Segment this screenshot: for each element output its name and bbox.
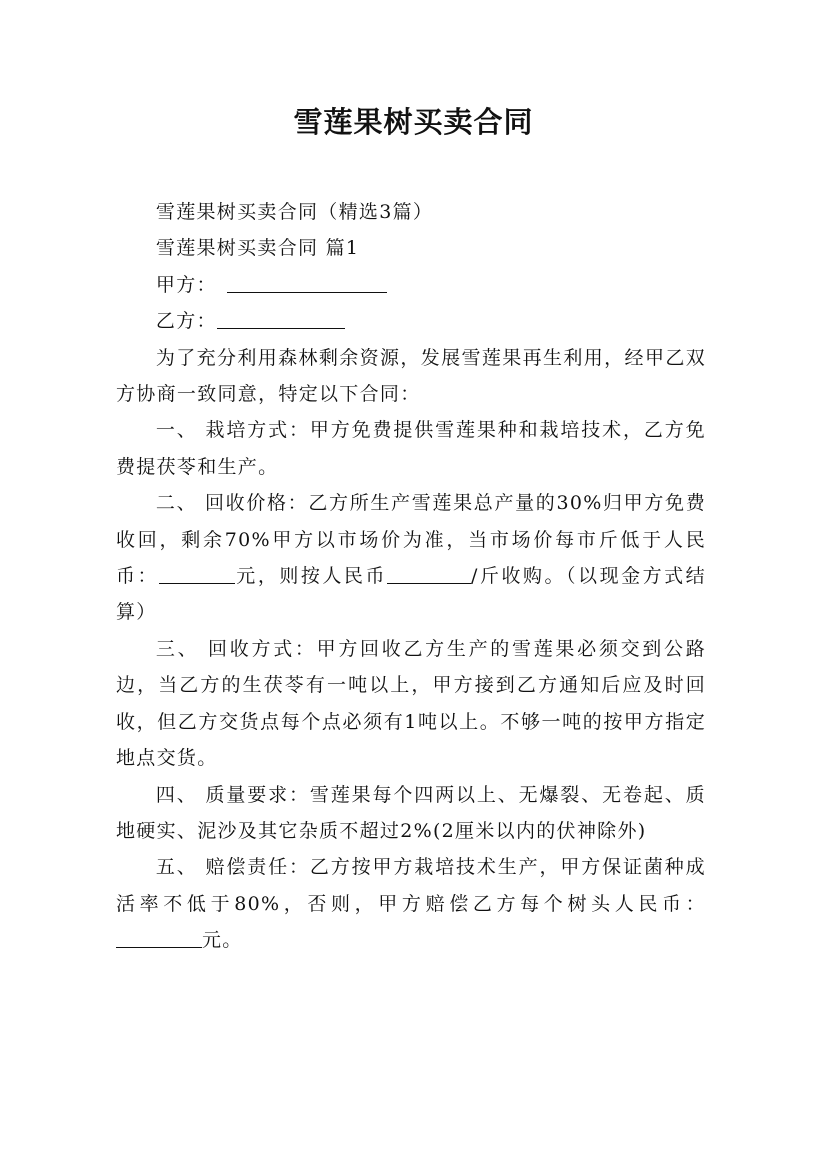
clause-5-text-a: 五、 赔偿责任：乙方按甲方栽培技术生产，甲方保证菌种成活率不低于80%，否则，甲方赔偿乙方每个树头人民币：: [116, 856, 706, 915]
party-b-line: [116, 303, 706, 339]
party-b-label: 乙方：: [155, 310, 217, 333]
clause-2-text-c: /斤收购。（以现金方式结算）: [116, 565, 706, 624]
clause-1: 一、 栽培方式：甲方免费提供雪莲果种和栽培技术，乙方免费提茯苓和生产。: [116, 419, 706, 478]
price-blank-1: [159, 564, 235, 584]
clause-3: 三、 回收方式：甲方回收乙方生产的雪莲果必须交到公路边，当乙方的生茯苓有一吨以上，甲方接到乙方通知后应及时回收，但乙方交货点每个点必须有1吨以上。不够一吨的按甲方指定地点交货。: [116, 637, 706, 770]
clause-2: [116, 485, 706, 631]
party-a-blank: [227, 273, 387, 293]
clause-4: 四、 质量要求：雪莲果每个四两以上、无爆裂、无卷起、质地硬实、泥沙及其它杂质不超过2%(2厘米以内的伏神除外): [116, 783, 706, 842]
intro-paragraph: 为了充分利用森林剩余资源，发展雪莲果再生利用，经甲乙双方协商一致同意，特定以下合同：: [116, 346, 706, 406]
clause-2-text-b: 元，则按人民币: [235, 565, 387, 588]
clause-5-text-b: 元。: [202, 929, 243, 952]
document-body: [116, 194, 706, 959]
price-blank-2: [387, 564, 471, 584]
party-b-blank: [217, 309, 345, 329]
party-a-line: [116, 267, 706, 303]
compensation-blank: [116, 928, 202, 948]
party-a-label: 甲方：: [155, 273, 217, 296]
clause-5: [116, 849, 706, 958]
clause-2-text-a: 二、 回收价格：乙方所生产雪莲果总产量的30%归甲方免费收回，剩余70%甲方以市场价为准，当市场价每市斤低于人民币：: [116, 492, 706, 588]
document-title: 雪莲果树买卖合同: [293, 105, 534, 139]
section-heading: 雪莲果树买卖合同 篇1: [155, 237, 360, 260]
subtitle: 雪莲果树买卖合同（精选3篇）: [155, 201, 434, 223]
